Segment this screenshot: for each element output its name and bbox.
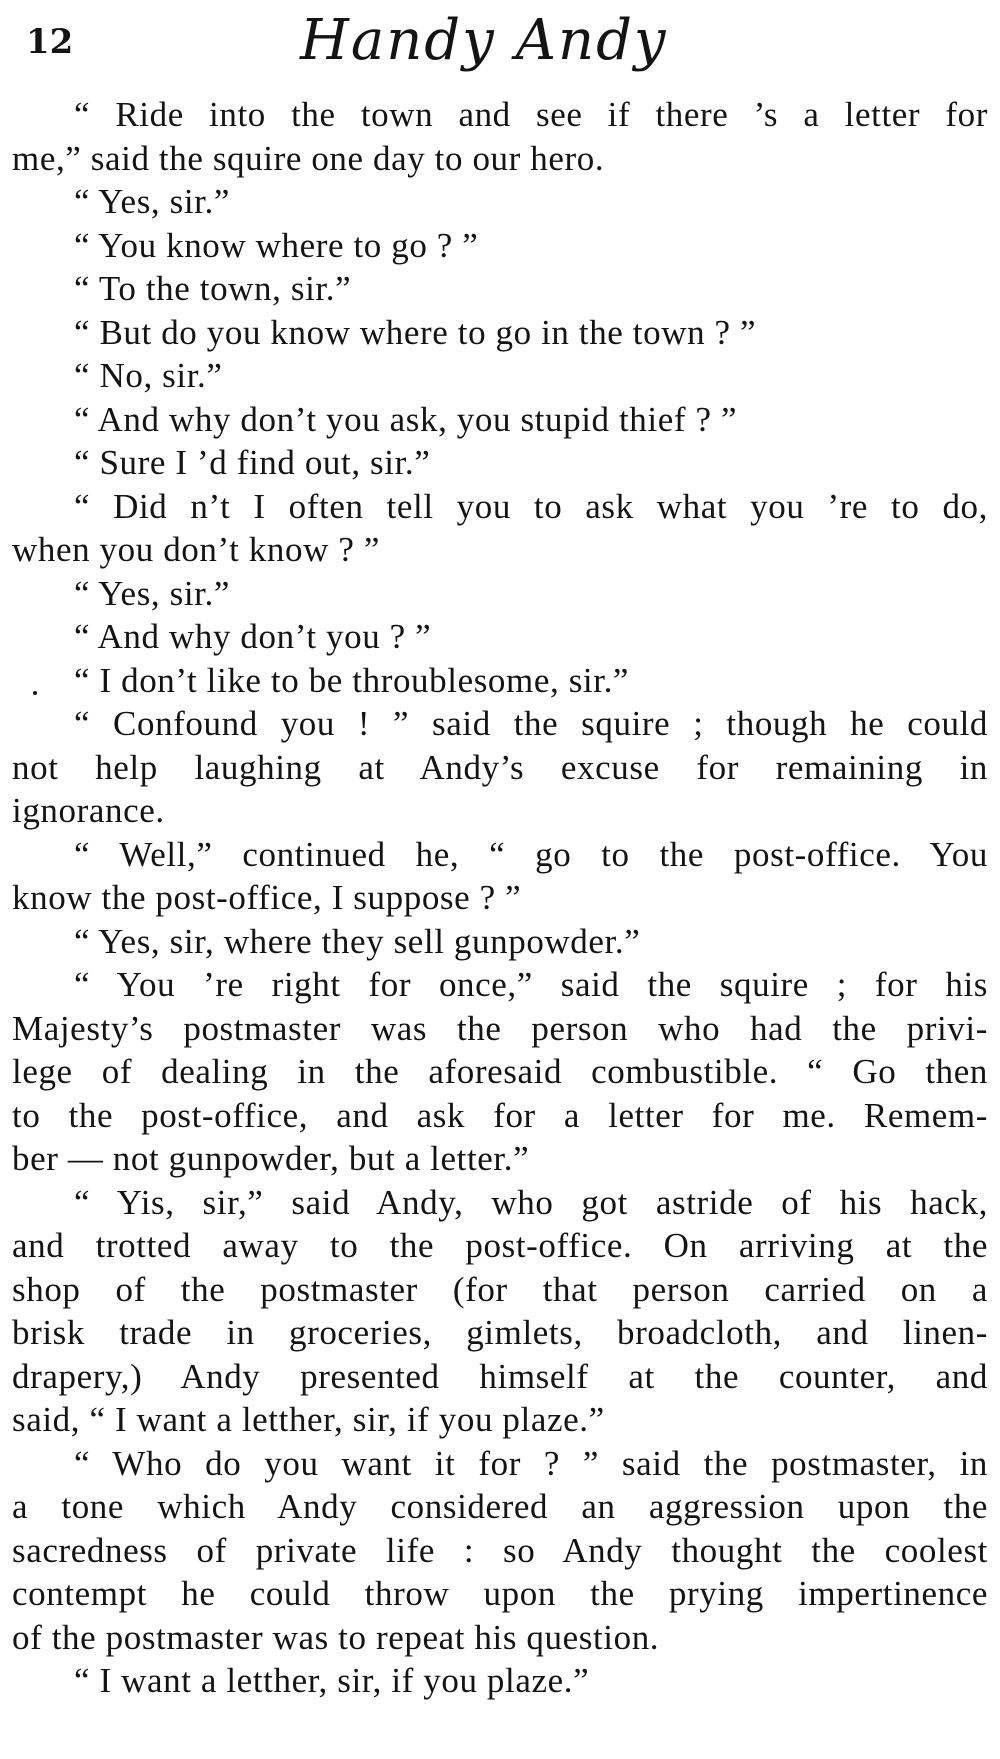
page-header — [0, 0, 1000, 100]
body-text — [12, 93, 988, 1703]
text-line: “ To the town, sir.” — [74, 269, 352, 308]
text-line: brisk trade in groceries, gimlets, broadcloth, and linen- — [12, 1313, 988, 1352]
text-line: “ You know where to go ? ” — [74, 225, 479, 265]
text-line: “ Who do you want it for ? ” said the postmaster, in — [74, 1443, 988, 1483]
text-line: said, “ I want a letther, sir, if you plaze.” — [12, 1400, 605, 1439]
print-speck — [33, 691, 37, 695]
text-line: me,” said the squire one day to our hero. — [12, 138, 605, 178]
text-line: “ You ’re right for once,” said the squire ; for his — [74, 965, 988, 1004]
text-line: “ And why don’t you ? ” — [74, 617, 432, 656]
text-line: to the post-office, and ask for a letter for me. Remem- — [12, 1095, 988, 1135]
text-line: a tone which Andy considered an aggression upon the — [12, 1487, 988, 1526]
text-line: “ And why don’t you ask, you stupid thief ? ” — [74, 399, 738, 439]
text-line: “ But do you know where to go in the town ? ” — [74, 312, 757, 352]
text-line: “ I want a letther, sir, if you plaze.” — [74, 1661, 590, 1700]
text-line: and trotted away to the post-office. On arriving at the — [12, 1226, 988, 1265]
text-line: “ Yes, sir, where they sell gunpowder.” — [74, 921, 641, 961]
text-line: drapery,) Andy presented himself at the counter, and — [12, 1356, 988, 1396]
text-line: “ Confound you ! ” said the squire ; though he could — [74, 704, 988, 743]
text-line: ignorance. — [12, 791, 165, 830]
text-line: “ Yis, sir,” said Andy, who got astride of his hack, — [74, 1182, 988, 1222]
text-line: shop of the postmaster (for that person carried on a — [12, 1269, 988, 1309]
running-title: Handy Andy — [300, 8, 668, 73]
text-line: “ No, sir.” — [74, 356, 223, 395]
text-line: know the post-office, I suppose ? ” — [12, 878, 522, 917]
text-line: of the postmaster was to repeat his question. — [12, 1617, 660, 1657]
text-line: “ I don’t like to be throublesome, sir.” — [74, 660, 630, 700]
text-line: Majesty’s postmaster was the person who had the privi- — [12, 1008, 988, 1048]
text-line: “ Well,” continued he, “ go to the post-office. You — [74, 834, 988, 874]
text-line: “ Yes, sir.” — [74, 182, 230, 221]
text-line: not help laughing at Andy’s excuse for remaining in — [12, 747, 988, 787]
text-line: ber — not gunpowder, but a letter.” — [12, 1139, 530, 1178]
text-line: “ Did n’t I often tell you to ask what you ’re to do, — [74, 486, 988, 526]
text-line: “ Sure I ’d find out, sir.” — [74, 443, 431, 482]
text-line: contempt he could throw upon the prying impertinence — [12, 1574, 988, 1613]
text-line: lege of dealing in the aforesaid combustible. “ Go then — [12, 1052, 988, 1091]
text-line: sacredness of private life : so Andy thought the coolest — [12, 1530, 988, 1570]
text-line: “ Ride into the town and see if there ’s a letter for — [74, 95, 988, 134]
page-number: 12 — [26, 22, 74, 62]
text-line: “ Yes, sir.” — [74, 573, 230, 613]
text-line: when you don’t know ? ” — [12, 530, 380, 569]
